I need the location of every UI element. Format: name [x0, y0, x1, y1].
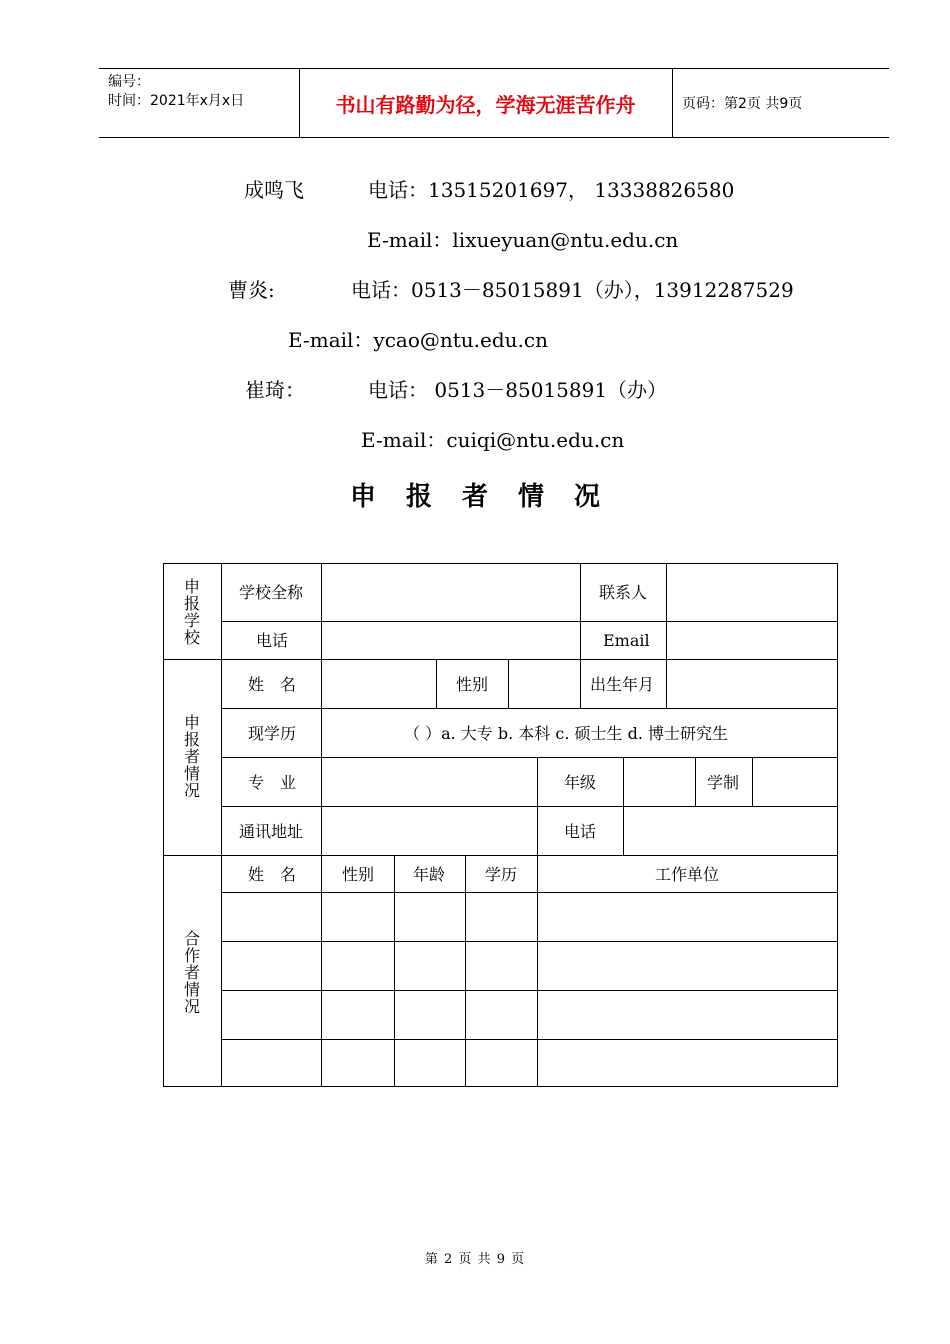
motto: 书山有路勤为径，学海无涯苦作舟 [299, 69, 673, 137]
education-options: （ ）a. 大专 b. 本科 c. 硕士生 d. 博士研究生 [404, 724, 729, 743]
coop-education-label: 学历 [485, 865, 518, 884]
program-length-label: 学制 [707, 773, 740, 792]
coop-age-label: 年龄 [413, 865, 446, 884]
contact-email: E-mail：ycao@ntu.edu.cn [288, 328, 548, 352]
contact-email: E-mail：cuiqi@ntu.edu.cn [361, 428, 625, 452]
contact-phone: 电话：0513－85015891（办），13912287529 [351, 278, 794, 302]
page-header [99, 68, 889, 138]
coop-gender-label: 性别 [342, 865, 375, 884]
phone2-label: 电话 [564, 822, 597, 841]
contact-email: E-mail：lixueyuan@ntu.edu.cn [367, 228, 679, 252]
section-title: 申报者情况 [349, 482, 630, 512]
address-label: 通讯地址 [239, 822, 304, 841]
applicant-section-label: 申报者情况 [183, 713, 200, 800]
major-label: 专 业 [248, 773, 297, 792]
phone-label: 电话 [256, 631, 289, 650]
coop-name-label: 姓 名 [248, 865, 297, 884]
contact-phone: 电话： 0513－85015891（办） [368, 378, 668, 402]
school-name-label: 学校全称 [239, 583, 304, 602]
name-label: 姓 名 [248, 675, 297, 694]
page-info: 页码：第2页 共9页 [682, 96, 803, 112]
serial-label: 编号： [108, 74, 150, 90]
application-form [163, 563, 838, 1087]
school-section-label: 申报学校 [183, 577, 200, 647]
page-footer: 第 2 页 共 9 页 [424, 1252, 526, 1267]
coop-workplace-label: 工作单位 [655, 865, 720, 884]
gender-label: 性别 [456, 675, 489, 694]
grade-label: 年级 [564, 773, 597, 792]
coop-section-label: 合作者情况 [183, 929, 200, 1016]
contact-name: 曹炎: [228, 278, 275, 302]
contact-name: 崔琦： [245, 378, 305, 402]
birth-label: 出生年月 [590, 675, 655, 694]
date-label: 时间：2021年x月x日 [108, 93, 245, 109]
contact-person-label: 联系人 [599, 583, 648, 602]
email-label: Email [603, 631, 650, 650]
contact-phone: 电话：13515201697， 13338826580 [368, 178, 735, 202]
contact-name: 成鸣飞 [244, 178, 304, 202]
header-meta [99, 69, 300, 137]
education-label: 现学历 [248, 724, 297, 743]
